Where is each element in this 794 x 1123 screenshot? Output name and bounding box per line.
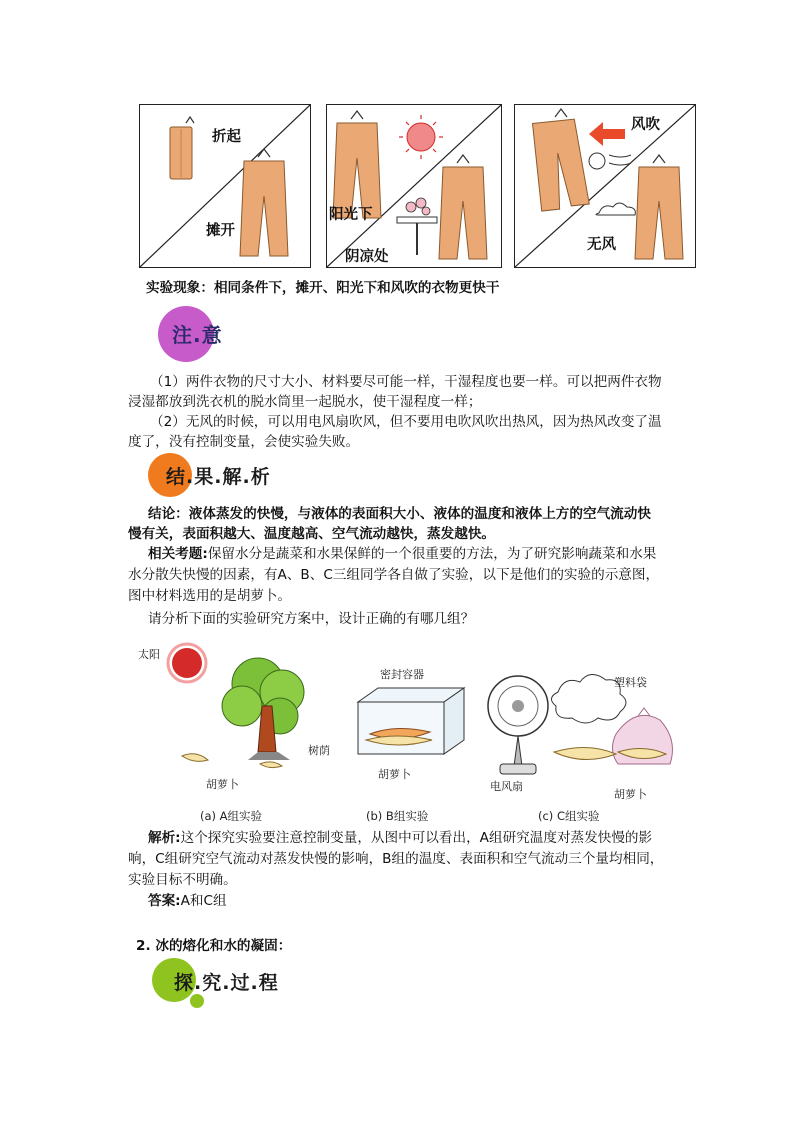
sun-icon [168, 644, 206, 682]
result-heading-char: 解 [222, 466, 243, 488]
sun-icon [399, 115, 443, 159]
notice-item-2-line-1: （2）无风的时候，可以用电风扇吹风，但不要用电吹风吹出热风，因为热风改变了温 [150, 414, 662, 430]
conclusion-line-1: 结论：液体蒸发的快慢，与液体的表面积大小、液体的温度和液体上方的空气流动快 [148, 506, 651, 522]
label-sunlight: 阳光下 [329, 207, 373, 223]
label-no-wind: 无风 [587, 237, 616, 253]
analysis-line-3: 实验目标不明确。 [128, 872, 237, 888]
notice-heading-char: 注 [172, 323, 193, 347]
notice-heading [172, 319, 223, 348]
caption-group-c: (c) C组实验 [538, 809, 600, 823]
label-wind: 风吹 [631, 117, 660, 133]
related-question-label: 相关考题: [148, 546, 208, 562]
conclusion-line-2: 慢有关，表面积越大、温度越高、空气流动越快，蒸发越快。 [128, 526, 496, 542]
carrot-c-icon [554, 747, 666, 759]
result-heading-sep: . [242, 466, 251, 488]
pants-in-wind-icon [533, 109, 590, 211]
result-heading-char: 果 [194, 466, 215, 488]
notice-heading-char: 意 [201, 323, 223, 347]
pants-in-shade-icon [439, 155, 487, 259]
analysis-label: 解析: [148, 830, 181, 846]
label-fold: 折起 [212, 129, 241, 145]
related-question-line-3: 图中材料选用的是胡萝卜。 [128, 588, 292, 604]
label-tree-shade: 树荫 [308, 744, 330, 757]
wind-gust-icon [589, 153, 631, 169]
related-question-text: 保留水分是蔬菜和水果保鲜的一个很重要的方法，为了研究影响蔬菜和水果 [207, 546, 657, 562]
explore-heading-sep: . [250, 972, 259, 994]
sealed-container-icon [358, 688, 464, 754]
tree-icon [222, 658, 304, 760]
question: 请分析下面的实验研究方案中，设计正确的有哪几组？ [148, 611, 475, 627]
analysis-line-1 [148, 828, 688, 849]
answer-line [148, 891, 688, 912]
result-heading [166, 462, 271, 489]
explore-heading-sep: . [222, 972, 231, 994]
related-question-line-2: 水分散失快慢的因素，有A、B、C三组同学各自做了实验，以下是他们的实验的示意图， [128, 567, 660, 583]
table-with-flowers-icon [397, 198, 437, 255]
wind-arrow-icon [589, 122, 625, 146]
carrot-experiment-figure [130, 636, 690, 826]
label-sealed-container: 密封容器 [380, 668, 424, 681]
explore-heading-sep: . [194, 972, 203, 994]
result-heading-sep: . [214, 466, 223, 488]
answer-label: 答案: [148, 893, 181, 909]
label-spread: 摊开 [206, 223, 235, 239]
label-carrot-a: 胡萝卜 [206, 778, 239, 791]
notice-item-1-line-2: 浸湿都放到洗衣机的脱水筒里一起脱水，使干湿程度一样； [128, 394, 482, 410]
explore-heading-char: 探 [174, 972, 195, 994]
label-sun: 太阳 [138, 648, 160, 661]
label-carrot-c: 胡萝卜 [614, 788, 647, 801]
answer-text: A和C组 [180, 893, 227, 909]
caption-group-a: (a) A组实验 [200, 809, 263, 823]
pants-no-wind-icon [635, 155, 683, 259]
result-heading-char: 结 [166, 466, 187, 488]
label-electric-fan: 电风扇 [490, 780, 523, 793]
analysis-text: 这个探究实验要注意控制变量，从图中可以看出，A组研究温度对蒸发快慢的影 [180, 830, 653, 846]
panel-sun-illustration [327, 105, 501, 267]
notice-item-1-line-1: （1）两件衣物的尺寸大小、材料要尽可能一样，干湿程度也要一样。可以把两件衣物 [150, 374, 662, 390]
label-plastic-bag: 塑料袋 [614, 676, 647, 689]
carrot-figure-illustration [130, 636, 690, 826]
explore-heading-char: 过 [230, 972, 251, 994]
panel-wind-vs-calm [514, 104, 696, 268]
notice-heading-sep: . [193, 323, 202, 347]
result-heading-char: 析 [250, 466, 271, 488]
related-question-line-1 [148, 544, 688, 565]
experiment-phenomenon: 实验现象：相同条件下，摊开、阳光下和风吹的衣物更快干 [146, 280, 500, 296]
result-heading-sep: . [186, 466, 195, 488]
caption-group-b: (b) B组实验 [366, 809, 429, 823]
folded-pants-icon [170, 117, 194, 179]
analysis-line-2: 响，C组研究空气流动对蒸发快慢的影响，B组的温度、表面积和空气流动三个量均相同， [128, 851, 664, 867]
explore-heading-dot [190, 994, 204, 1008]
explore-heading [174, 968, 279, 995]
explore-heading-char: 究 [202, 972, 223, 994]
panel-fold-vs-spread [139, 104, 311, 268]
notice-item-2-line-2: 度了，没有控制变量，会使实验失败。 [128, 434, 360, 450]
label-carrot-b: 胡萝卜 [378, 768, 411, 781]
electric-fan-icon [488, 676, 548, 774]
section-2-title: 2. 冰的熔化和水的凝固： [136, 938, 292, 954]
calm-cloud-icon [596, 203, 635, 215]
spread-pants-icon [240, 149, 288, 256]
pants-in-sun-icon [333, 111, 381, 218]
panel-sun-vs-shade [326, 104, 502, 268]
label-shade: 阴凉处 [345, 249, 389, 265]
explore-heading-char: 程 [258, 972, 279, 994]
